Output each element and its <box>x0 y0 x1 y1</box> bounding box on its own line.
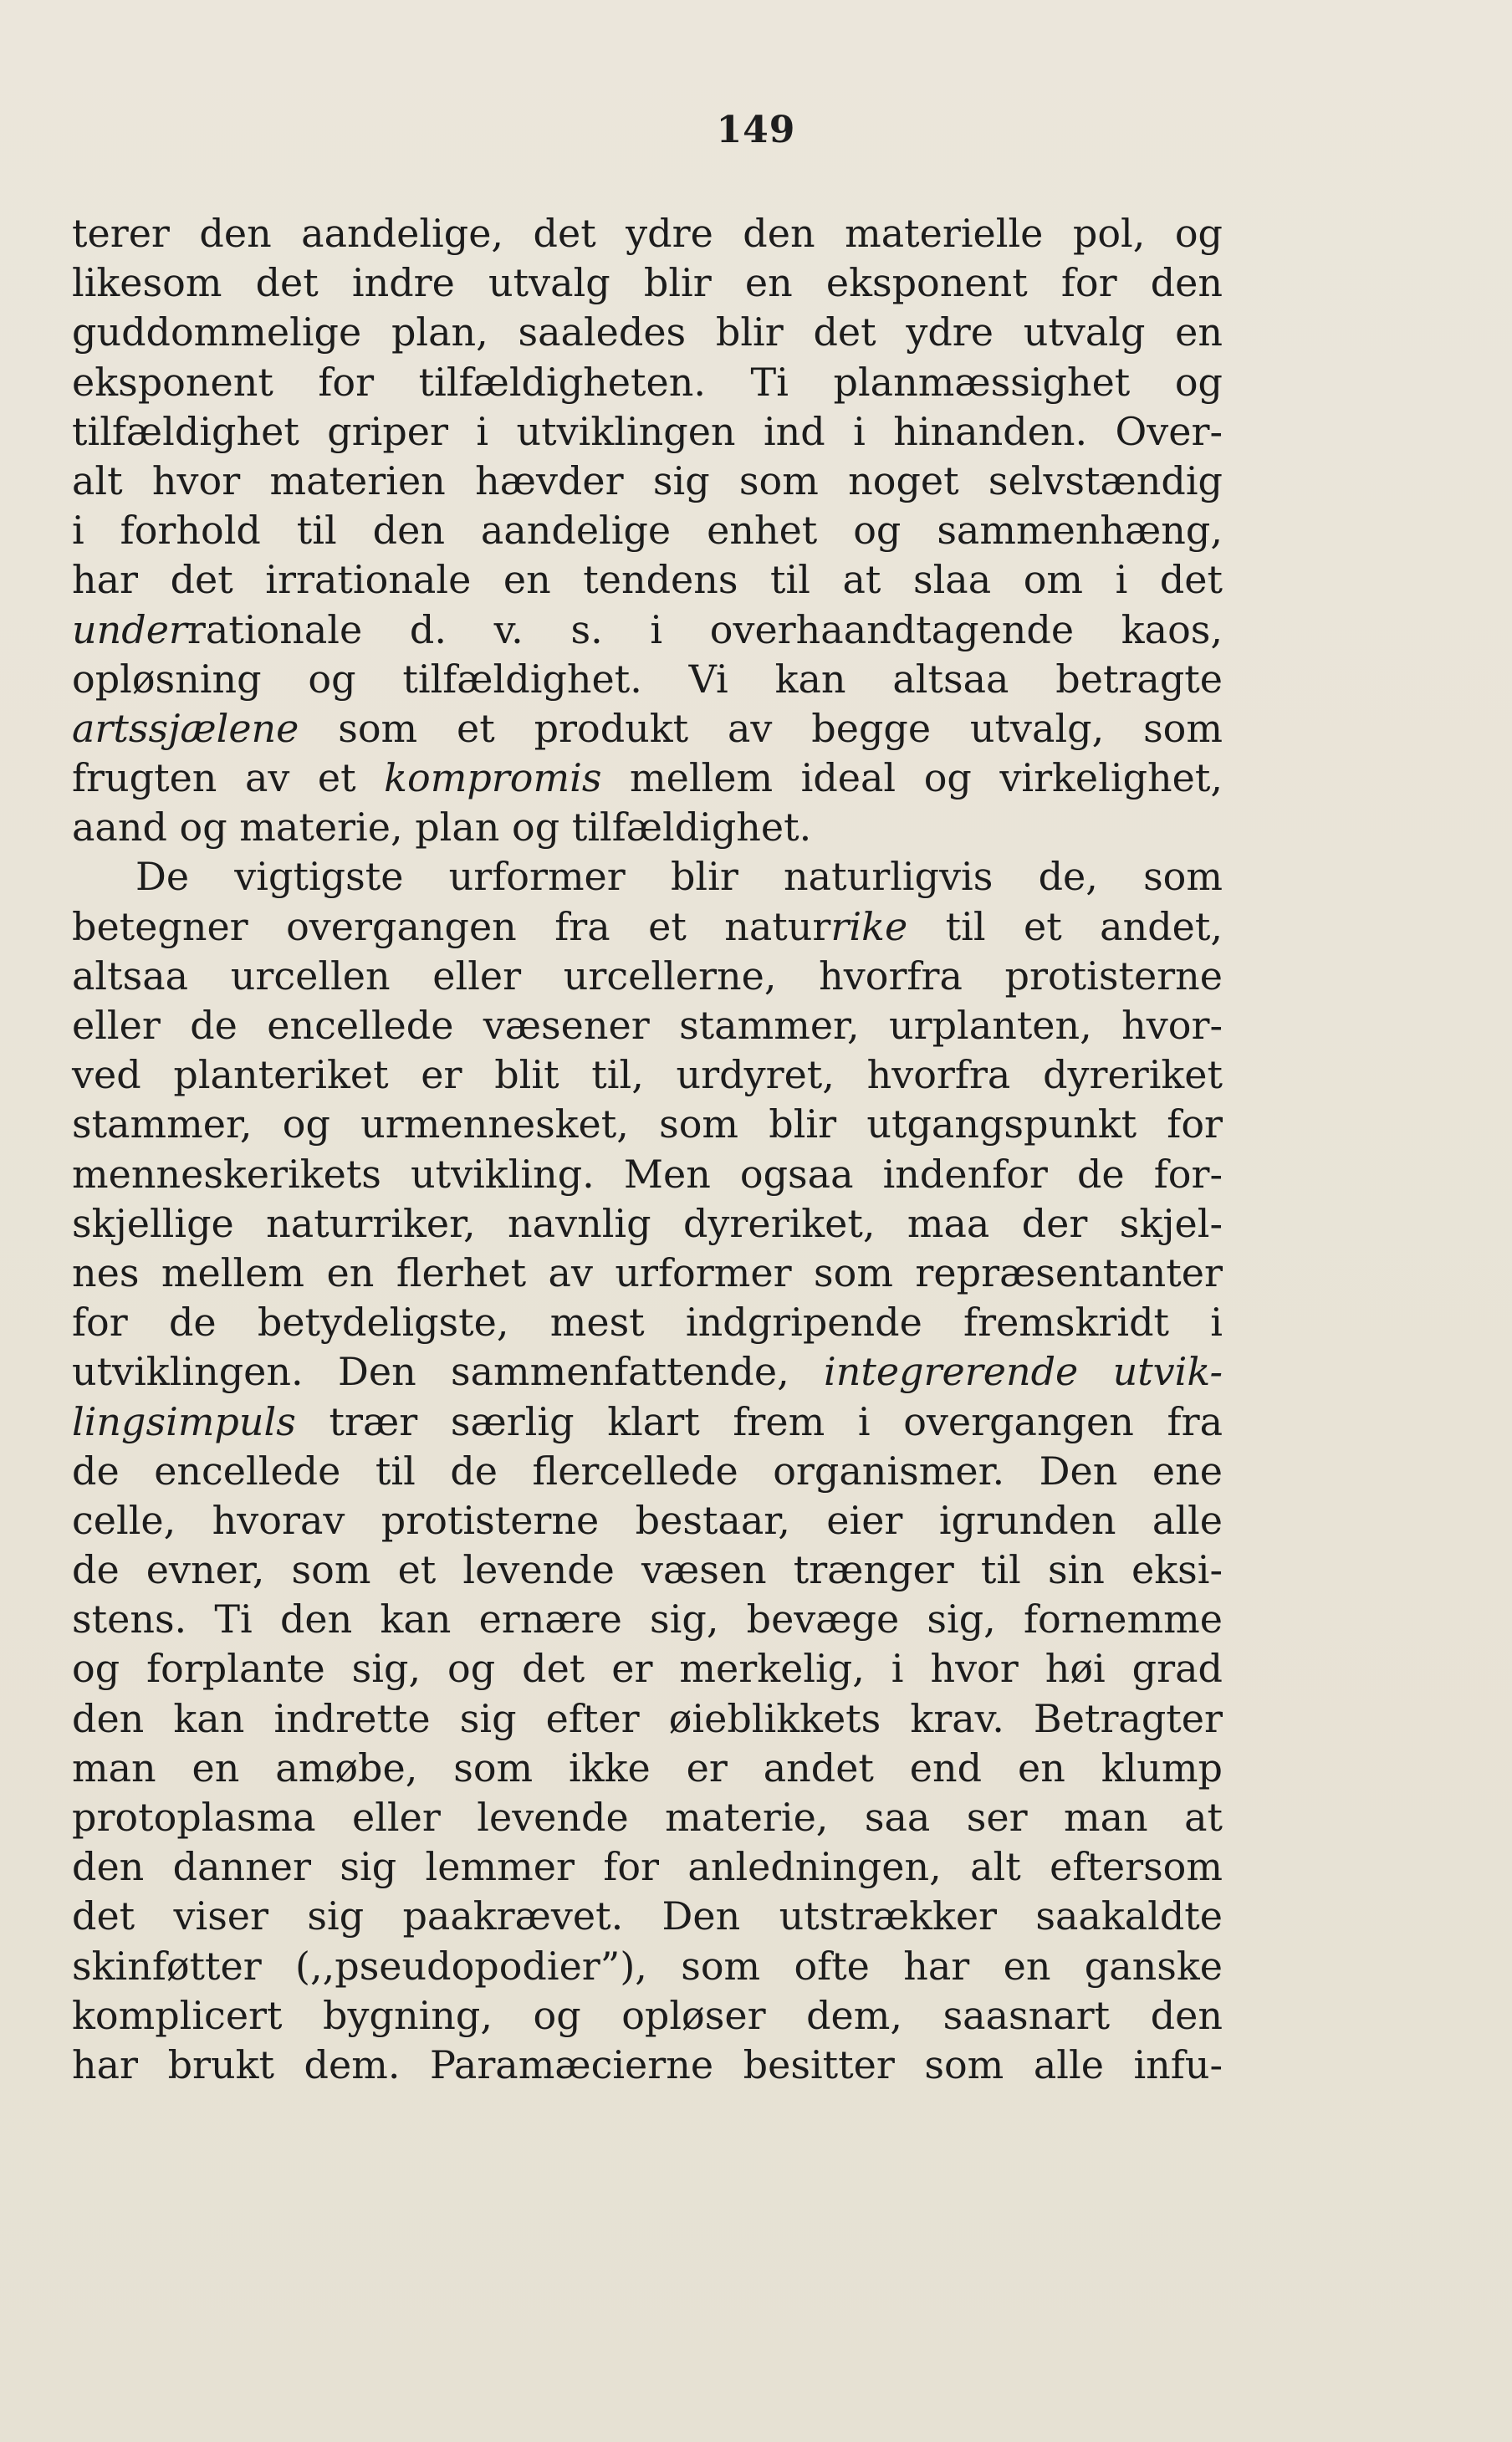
text-line <box>72 209 1223 258</box>
text-line <box>72 1991 1223 2041</box>
text-segment: utviklingen. Den sammenfattende, <box>72 1349 825 1395</box>
text-segment: komplicert bygning, og opløser dem, saasnart den <box>72 1992 1223 2038</box>
text-line <box>72 1744 1223 1793</box>
text-segment: protoplasma eller levende materie, saa ser man at <box>72 1795 1223 1840</box>
text-line <box>72 1347 1223 1397</box>
text-segment: aand og materie, plan og tilfældighet. <box>72 805 812 851</box>
text-segment: man en amøbe, som ikke er andet end en klump <box>72 1745 1223 1791</box>
text-line <box>72 1249 1223 1298</box>
text-segment: og forplante sig, og det er merkelig, i hvor høi grad <box>72 1646 1223 1692</box>
italic-text-segment: integrerende utvik- <box>824 1349 1223 1395</box>
text-line <box>72 1100 1223 1149</box>
text-segment: de evner, som et levende væsen trænger til sin eksi- <box>72 1547 1223 1593</box>
text-segment: for de betydeligste, mest indgripende fremskridt i <box>72 1300 1223 1346</box>
text-segment: ved planteriket er blit til, urdyret, hvorfra dyreriket <box>72 1052 1223 1098</box>
text-line <box>72 506 1223 555</box>
text-segment: terer den aandelige, det ydre den materielle pol, og <box>72 211 1223 256</box>
text-segment: frugten av et <box>72 755 385 801</box>
text-segment: i forhold til den aandelige enhet og sammenhæng, <box>72 508 1223 554</box>
text-line <box>72 754 1223 803</box>
text-segment: guddommelige plan, saaledes blir det ydre utvalg en <box>72 309 1223 355</box>
text-line <box>72 1199 1223 1249</box>
text-line <box>72 1793 1223 1842</box>
page-number: 149 <box>716 109 796 151</box>
italic-text-segment: rike <box>830 903 908 949</box>
text-line <box>72 1942 1223 1991</box>
text-segment: eksponent for tilfældigheten. Ti planmæssighet og <box>72 359 1223 405</box>
text-line <box>72 2041 1223 2090</box>
text-segment: trær særlig klart frem i overgangen fra <box>295 1398 1223 1444</box>
text-segment: den kan indrette sig efter øieblikkets krav. Betragter <box>72 1695 1223 1741</box>
text-line <box>72 1842 1223 1892</box>
text-segment: opløsning og tilfældighet. Vi kan altsaa betragte <box>72 656 1223 702</box>
text-line <box>72 1447 1223 1496</box>
text-segment: de encellede til de flercellede organismer. Den ene <box>72 1448 1223 1494</box>
text-segment: likesom det indre utvalg blir en eksponent for den <box>72 260 1223 306</box>
text-line <box>72 258 1223 308</box>
text-segment: skinføtter (,,pseudopodier”), som ofte har en ganske <box>72 1943 1223 1989</box>
text-segment: celle, hvorav protisterne bestaar, eier igrunden alle <box>72 1497 1223 1543</box>
text-line <box>72 1001 1223 1050</box>
text-line <box>72 1644 1223 1694</box>
text-line <box>72 605 1223 655</box>
text-line <box>72 1150 1223 1199</box>
text-line <box>72 358 1223 407</box>
text-segment: stammer, og urmennesket, som blir utgangspunkt for <box>72 1101 1223 1147</box>
italic-text-segment: lingsimpuls <box>72 1398 296 1444</box>
text-segment: den danner sig lemmer for anledningen, alt eftersom <box>72 1844 1223 1890</box>
text-segment: som et produkt av begge utvalg, som <box>299 705 1223 751</box>
text-line <box>72 308 1223 357</box>
text-segment: har brukt dem. Paramæcierne besitter som alle infu- <box>72 2041 1223 2087</box>
text-line <box>72 803 1223 852</box>
text-segment: eller de encellede væsener stammer, urplanten, hvor- <box>72 1003 1223 1048</box>
text-segment: mellem ideal og virkelighet, <box>601 755 1223 801</box>
text-segment: tilfældighet griper i utviklingen ind i hinanden. Over- <box>72 408 1223 454</box>
text-line <box>72 655 1223 704</box>
text-line <box>72 1050 1223 1100</box>
text-segment: menneskerikets utvikling. Men ogsaa indenfor de for- <box>72 1151 1223 1197</box>
text-line <box>72 1694 1223 1744</box>
text-line <box>72 555 1223 605</box>
text-segment: stens. Ti den kan ernære sig, bevæge sig, fornemme <box>72 1596 1223 1642</box>
text-line <box>72 952 1223 1001</box>
text-segment: rationale d. v. s. i overhaandtagende kaos, <box>186 606 1223 652</box>
text-segment: altsaa urcellen eller urcellerne, hvorfra protisterne <box>72 953 1223 999</box>
text-line <box>72 407 1223 457</box>
text-line <box>72 1595 1223 1644</box>
text-line <box>72 457 1223 506</box>
text-segment: det viser sig paakrævet. Den utstrækker saakaldte <box>72 1893 1223 1939</box>
body-text <box>72 209 1223 2090</box>
text-line <box>72 852 1223 902</box>
text-segment: alt hvor materien hævder sig som noget selvstændig <box>72 457 1223 503</box>
text-line <box>72 1397 1223 1447</box>
text-line <box>72 704 1223 754</box>
text-line <box>72 1892 1223 1941</box>
text-line <box>72 1496 1223 1545</box>
italic-text-segment: under <box>72 606 187 652</box>
italic-text-segment: kompromis <box>384 755 602 801</box>
text-segment: betegner overgangen fra et natur <box>72 903 831 949</box>
text-segment: De vigtigste urformer blir naturligvis de, som <box>135 854 1223 900</box>
text-segment: nes mellem en flerhet av urformer som repræsentanter <box>72 1249 1223 1295</box>
text-segment: til et andet, <box>907 903 1223 949</box>
text-line <box>72 1298 1223 1347</box>
italic-text-segment: artssjælene <box>72 705 299 751</box>
text-segment: har det irrationale en tendens til at slaa om i det <box>72 557 1223 603</box>
text-segment: skjellige naturriker, navnlig dyreriket, maa der skjel- <box>72 1200 1223 1246</box>
text-line <box>72 902 1223 952</box>
text-line <box>72 1545 1223 1595</box>
